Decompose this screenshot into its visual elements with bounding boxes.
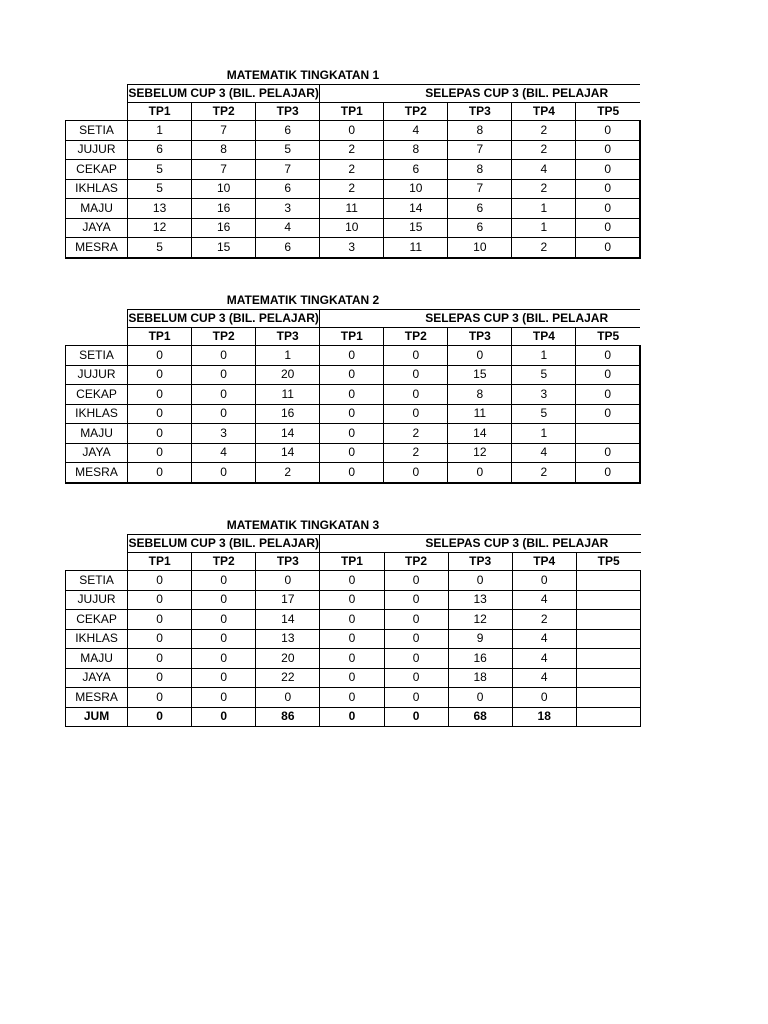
column-header: TP2 xyxy=(384,103,448,121)
table-row xyxy=(66,160,641,180)
table-cell: 7 xyxy=(192,160,256,180)
table-cell: 2 xyxy=(256,463,320,483)
table-cell: 22 xyxy=(256,668,320,688)
table-cell: 0 xyxy=(576,238,640,258)
column-header: TP1 xyxy=(320,103,384,121)
table-cell: 11 xyxy=(320,199,384,219)
before-label: SEBELUM CUP 3 (BIL. PELAJAR) xyxy=(128,535,320,553)
table-row xyxy=(66,404,641,424)
table-cell: 7 xyxy=(448,140,512,160)
column-header: TP1 xyxy=(128,328,192,346)
table-cell: 10 xyxy=(320,218,384,238)
table-cell: 13 xyxy=(448,590,512,610)
table-cell: 0 xyxy=(320,404,384,424)
table-cell: 0 xyxy=(320,610,384,630)
table-cell xyxy=(576,629,640,649)
table-title-text: MATEMATIK TINGKATAN 3 xyxy=(226,518,380,532)
table-cell: 0 xyxy=(320,121,384,141)
table-cell xyxy=(576,571,640,591)
group-header-row xyxy=(66,85,641,103)
table-cell: 0 xyxy=(128,688,192,708)
table-cell: 7 xyxy=(448,179,512,199)
table-cell: 0 xyxy=(192,365,256,385)
row-label: JAYA xyxy=(66,443,128,463)
table-cell xyxy=(576,688,640,708)
table-cell: 4 xyxy=(512,590,576,610)
table-row xyxy=(66,140,641,160)
table-cell: 0 xyxy=(192,668,256,688)
table-cell: 0 xyxy=(192,649,256,669)
table-cell: 8 xyxy=(448,385,512,405)
table-cell: 14 xyxy=(256,610,320,630)
table-cell: 2 xyxy=(512,140,576,160)
table-cell: 3 xyxy=(256,199,320,219)
table-cell xyxy=(576,610,640,630)
table-cell: 0 xyxy=(192,463,256,483)
table-cell: 4 xyxy=(512,629,576,649)
table-cell: 12 xyxy=(448,443,512,463)
table-cell: 0 xyxy=(320,668,384,688)
row-label: MESRA xyxy=(66,463,128,483)
column-header: TP4 xyxy=(512,103,576,121)
table-row xyxy=(66,121,641,141)
table-row xyxy=(66,610,641,630)
table-cell: 0 xyxy=(192,707,256,727)
table-row xyxy=(66,590,641,610)
column-header: TP2 xyxy=(192,553,256,571)
table-cell: 0 xyxy=(192,404,256,424)
table-cell: 13 xyxy=(128,199,192,219)
after-label: SELEPAS CUP 3 (BIL. PELAJAR xyxy=(320,85,640,103)
table-row xyxy=(66,238,641,258)
table-cell: 0 xyxy=(384,668,448,688)
table-cell: 12 xyxy=(448,610,512,630)
table-cell: 0 xyxy=(576,443,640,463)
row-label: JUJUR xyxy=(66,590,128,610)
table-cell: 0 xyxy=(576,140,640,160)
table-cell: 0 xyxy=(192,629,256,649)
table-cell: 5 xyxy=(256,140,320,160)
column-header: TP2 xyxy=(192,103,256,121)
table-row xyxy=(66,443,641,463)
before-label: SEBELUM CUP 3 (BIL. PELAJAR) xyxy=(128,85,320,103)
table-cell: 2 xyxy=(320,140,384,160)
table-cell: 0 xyxy=(128,404,192,424)
table-cell: 2 xyxy=(320,160,384,180)
table-cell: 13 xyxy=(256,629,320,649)
table-cell: 0 xyxy=(384,463,448,483)
table-cell: 16 xyxy=(256,404,320,424)
table-cell: 15 xyxy=(448,365,512,385)
row-label: IKHLAS xyxy=(66,629,128,649)
before-label: SEBELUM CUP 3 (BIL. PELAJAR) xyxy=(128,310,320,328)
table-cell: 4 xyxy=(512,443,576,463)
table-block-tingkatan-2 xyxy=(65,291,641,484)
row-label: MESRA xyxy=(66,688,128,708)
table-cell: 0 xyxy=(320,365,384,385)
table-cell: 2 xyxy=(512,610,576,630)
table-cell: 10 xyxy=(192,179,256,199)
table-cell: 0 xyxy=(384,404,448,424)
table-cell: 0 xyxy=(192,346,256,366)
table-cell: 0 xyxy=(576,160,640,180)
column-header: TP3 xyxy=(448,553,512,571)
table-cell: 0 xyxy=(320,629,384,649)
table-cell: 2 xyxy=(512,121,576,141)
table-cell: 3 xyxy=(320,238,384,258)
row-label: MAJU xyxy=(66,424,128,444)
table-cell: 0 xyxy=(320,571,384,591)
table-cell: 0 xyxy=(384,365,448,385)
table-cell: 0 xyxy=(384,590,448,610)
table-cell: 0 xyxy=(576,365,640,385)
column-header: TP3 xyxy=(448,103,512,121)
table-row xyxy=(66,688,641,708)
table-cell: 6 xyxy=(448,199,512,219)
table-cell: 4 xyxy=(512,160,576,180)
column-header: TP5 xyxy=(576,103,640,121)
table-cell: 0 xyxy=(384,688,448,708)
table-row xyxy=(66,707,641,727)
row-label: CEKAP xyxy=(66,610,128,630)
table-cell: 4 xyxy=(512,668,576,688)
data-table xyxy=(65,309,641,484)
column-header: TP3 xyxy=(448,328,512,346)
table-row xyxy=(66,649,641,669)
table-cell: 0 xyxy=(256,571,320,591)
table-cell xyxy=(576,707,640,727)
table-cell xyxy=(576,649,640,669)
table-cell: 0 xyxy=(448,346,512,366)
table-cell: 5 xyxy=(512,404,576,424)
table-title-text: MATEMATIK TINGKATAN 1 xyxy=(226,68,380,82)
table-row xyxy=(66,424,641,444)
column-header: TP1 xyxy=(320,553,384,571)
table-cell: 0 xyxy=(128,649,192,669)
table-cell: 16 xyxy=(448,649,512,669)
table-cell: 6 xyxy=(384,160,448,180)
table-row xyxy=(66,199,641,219)
table-cell: 0 xyxy=(448,463,512,483)
table-row xyxy=(66,668,641,688)
table-cell: 5 xyxy=(512,365,576,385)
table-cell: 0 xyxy=(192,610,256,630)
table-cell: 6 xyxy=(448,218,512,238)
table-cell: 0 xyxy=(128,365,192,385)
table-cell: 7 xyxy=(192,121,256,141)
table-cell: 1 xyxy=(512,424,576,444)
table-cell: 0 xyxy=(448,688,512,708)
column-header-row xyxy=(66,553,641,571)
table-row xyxy=(66,218,641,238)
row-label: SETIA xyxy=(66,121,128,141)
table-cell: 68 xyxy=(448,707,512,727)
column-header-row xyxy=(66,328,641,346)
table-cell: 0 xyxy=(128,346,192,366)
row-label: JAYA xyxy=(66,668,128,688)
table-cell: 0 xyxy=(384,346,448,366)
table-cell: 18 xyxy=(512,707,576,727)
table-cell: 18 xyxy=(448,668,512,688)
row-label: MAJU xyxy=(66,649,128,669)
table-row xyxy=(66,463,641,483)
table-row xyxy=(66,629,641,649)
table-cell: 0 xyxy=(128,629,192,649)
table-cell: 3 xyxy=(512,385,576,405)
table-cell: 4 xyxy=(192,443,256,463)
table-cell: 0 xyxy=(320,443,384,463)
table-cell: 5 xyxy=(128,238,192,258)
column-header: TP4 xyxy=(512,553,576,571)
table-cell: 2 xyxy=(512,179,576,199)
table-cell: 0 xyxy=(384,649,448,669)
column-header: TP4 xyxy=(512,328,576,346)
row-label: MESRA xyxy=(66,238,128,258)
table-cell: 0 xyxy=(128,571,192,591)
table-cell: 0 xyxy=(576,218,640,238)
table-cell: 5 xyxy=(128,160,192,180)
table-cell: 1 xyxy=(256,346,320,366)
table-cell xyxy=(576,668,640,688)
table-row xyxy=(66,346,641,366)
row-label: JUJUR xyxy=(66,365,128,385)
column-header: TP3 xyxy=(256,553,320,571)
table-cell: 0 xyxy=(576,463,640,483)
table-cell: 11 xyxy=(448,404,512,424)
after-label: SELEPAS CUP 3 (BIL. PELAJAR xyxy=(320,535,641,553)
table-cell: 0 xyxy=(128,610,192,630)
column-header: TP2 xyxy=(384,328,448,346)
after-label: SELEPAS CUP 3 (BIL. PELAJAR xyxy=(320,310,640,328)
table-cell: 2 xyxy=(512,238,576,258)
table-cell: 0 xyxy=(384,571,448,591)
table-cell: 1 xyxy=(512,346,576,366)
table-cell: 5 xyxy=(128,179,192,199)
table-cell: 10 xyxy=(384,179,448,199)
table-cell: 0 xyxy=(192,385,256,405)
row-label: SETIA xyxy=(66,571,128,591)
group-header-row xyxy=(66,310,641,328)
column-header: TP1 xyxy=(128,103,192,121)
table-cell: 86 xyxy=(256,707,320,727)
table-cell xyxy=(576,590,640,610)
table-cell: 0 xyxy=(384,610,448,630)
row-label: CEKAP xyxy=(66,385,128,405)
table-cell: 2 xyxy=(384,424,448,444)
table-cell: 0 xyxy=(192,571,256,591)
table-cell: 11 xyxy=(256,385,320,405)
table-cell: 0 xyxy=(384,707,448,727)
table-cell: 0 xyxy=(320,707,384,727)
table-cell: 6 xyxy=(256,238,320,258)
row-label: CEKAP xyxy=(66,160,128,180)
table-cell: 0 xyxy=(576,121,640,141)
table-block-tingkatan-3 xyxy=(65,516,641,727)
table-cell: 3 xyxy=(192,424,256,444)
table-cell: 14 xyxy=(384,199,448,219)
column-header: TP2 xyxy=(384,553,448,571)
table-cell: 2 xyxy=(320,179,384,199)
table-cell: 6 xyxy=(128,140,192,160)
row-label: IKHLAS xyxy=(66,404,128,424)
table-cell: 0 xyxy=(128,463,192,483)
table-cell: 8 xyxy=(448,121,512,141)
table-cell: 4 xyxy=(384,121,448,141)
table-cell: 16 xyxy=(192,218,256,238)
table-cell: 6 xyxy=(256,179,320,199)
table-row xyxy=(66,365,641,385)
table-cell: 1 xyxy=(128,121,192,141)
table-cell: 0 xyxy=(320,346,384,366)
row-label: SETIA xyxy=(66,346,128,366)
table-cell: 0 xyxy=(320,424,384,444)
table-cell: 8 xyxy=(192,140,256,160)
row-label: JAYA xyxy=(66,218,128,238)
table-cell: 0 xyxy=(512,688,576,708)
data-table xyxy=(65,534,641,727)
table-cell: 0 xyxy=(128,668,192,688)
data-table xyxy=(65,84,641,259)
table-cell: 2 xyxy=(384,443,448,463)
table-row xyxy=(66,385,641,405)
table-cell: 4 xyxy=(256,218,320,238)
table-cell xyxy=(576,424,640,444)
table-cell: 0 xyxy=(128,385,192,405)
column-header: TP3 xyxy=(256,103,320,121)
column-header: TP1 xyxy=(320,328,384,346)
column-header: TP3 xyxy=(256,328,320,346)
table-cell: 8 xyxy=(448,160,512,180)
table-cell: 0 xyxy=(576,385,640,405)
table-cell: 20 xyxy=(256,649,320,669)
table-cell: 0 xyxy=(128,590,192,610)
table-cell: 6 xyxy=(256,121,320,141)
row-label: JUM xyxy=(66,707,128,727)
table-cell: 8 xyxy=(384,140,448,160)
row-label: JUJUR xyxy=(66,140,128,160)
table-cell: 10 xyxy=(448,238,512,258)
table-cell: 0 xyxy=(128,443,192,463)
table-title xyxy=(65,516,460,534)
column-header: TP1 xyxy=(128,553,192,571)
table-cell: 14 xyxy=(256,443,320,463)
table-cell: 20 xyxy=(256,365,320,385)
table-cell: 9 xyxy=(448,629,512,649)
table-block-tingkatan-1 xyxy=(65,66,641,259)
table-cell: 0 xyxy=(576,346,640,366)
table-cell: 0 xyxy=(576,199,640,219)
column-header: TP5 xyxy=(576,553,640,571)
table-cell: 0 xyxy=(320,688,384,708)
table-cell: 0 xyxy=(128,424,192,444)
table-cell: 0 xyxy=(384,385,448,405)
table-cell: 0 xyxy=(576,404,640,424)
table-cell: 15 xyxy=(384,218,448,238)
table-cell: 0 xyxy=(512,571,576,591)
table-cell: 14 xyxy=(256,424,320,444)
table-cell: 0 xyxy=(448,571,512,591)
table-cell: 1 xyxy=(512,218,576,238)
table-cell: 4 xyxy=(512,649,576,669)
table-cell: 0 xyxy=(320,385,384,405)
table-cell: 0 xyxy=(384,629,448,649)
group-header-row xyxy=(66,535,641,553)
table-cell: 16 xyxy=(192,199,256,219)
table-cell: 0 xyxy=(320,649,384,669)
column-header: TP5 xyxy=(576,328,640,346)
table-title xyxy=(65,291,460,309)
table-cell: 11 xyxy=(384,238,448,258)
column-header-row xyxy=(66,103,641,121)
table-row xyxy=(66,179,641,199)
table-cell: 0 xyxy=(320,463,384,483)
table-cell: 14 xyxy=(448,424,512,444)
table-cell: 12 xyxy=(128,218,192,238)
table-title-text: MATEMATIK TINGKATAN 2 xyxy=(226,293,380,307)
table-cell: 15 xyxy=(192,238,256,258)
table-cell: 1 xyxy=(512,199,576,219)
column-header: TP2 xyxy=(192,328,256,346)
row-label: MAJU xyxy=(66,199,128,219)
table-row xyxy=(66,571,641,591)
row-label: IKHLAS xyxy=(66,179,128,199)
table-cell: 0 xyxy=(320,590,384,610)
table-cell: 0 xyxy=(192,590,256,610)
table-cell: 0 xyxy=(128,707,192,727)
table-cell: 0 xyxy=(256,688,320,708)
table-title xyxy=(65,66,460,84)
table-cell: 0 xyxy=(576,179,640,199)
table-cell: 17 xyxy=(256,590,320,610)
table-cell: 2 xyxy=(512,463,576,483)
table-cell: 7 xyxy=(256,160,320,180)
table-cell: 0 xyxy=(192,688,256,708)
